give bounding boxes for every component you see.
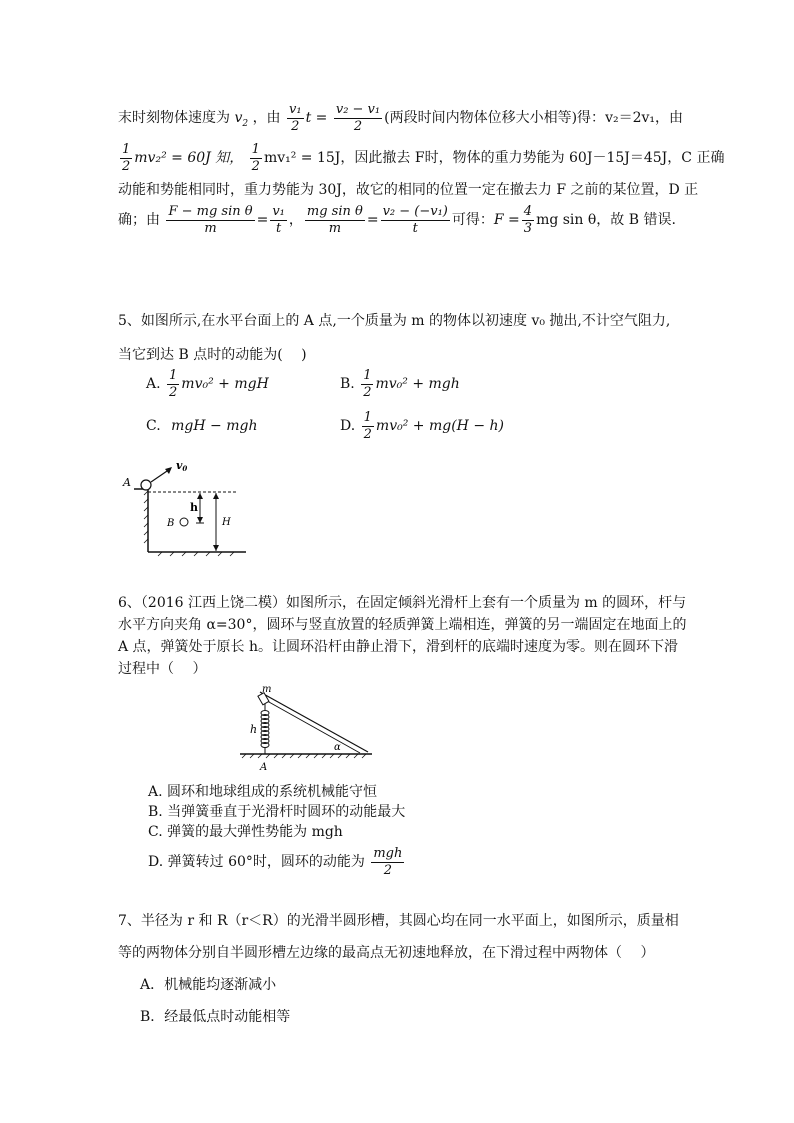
label-h: h [190, 501, 198, 514]
text: = [366, 212, 379, 228]
q6-line-4 [118, 658, 206, 680]
option-label: A. [146, 376, 161, 392]
fraction: $\frac{4}{3}$ [523, 203, 533, 236]
q5-option-d[interactable] [340, 408, 504, 444]
q7-option-a[interactable] [140, 974, 276, 996]
fraction: $\frac{1}{2}$ [363, 409, 372, 442]
q6-line-1 [118, 592, 686, 614]
q7-option-b[interactable] [140, 1006, 290, 1028]
q6-option-b[interactable] [148, 802, 405, 822]
text: mgH − mgh [171, 418, 258, 434]
q6-figure [236, 682, 376, 774]
text: ，由 [252, 110, 281, 126]
inclined-rod-edge [260, 697, 360, 753]
text: 可得： [451, 212, 494, 228]
arrow-head [165, 467, 172, 474]
q5-option-c[interactable] [146, 408, 257, 444]
q5-line-2 [118, 344, 307, 366]
text: 动能和势能相同时，重力势能为 30J，故它的相同的位置一定在撤去力 F 之前的某位置，D 正 [118, 182, 699, 198]
h-arrow-bottom [197, 517, 203, 523]
text: A．机械能均逐渐减小 [140, 977, 277, 993]
solution-line-2 [118, 140, 724, 176]
text: 等的两物体分别自半圆形槽左边缘的最高点无初速地释放，在下滑过程中两物体（ ） [118, 945, 655, 961]
text: mv₂² = 60J 知， [134, 150, 244, 166]
text: mg sin θ，故 B 错误. [536, 212, 676, 228]
solution-line-1 [118, 100, 683, 136]
label-m: m [262, 684, 272, 695]
text: D. 弹簧转过 60°时，圆环的动能为 [148, 854, 365, 870]
label-a: A [123, 476, 131, 489]
q6-line-2 [118, 614, 686, 636]
text: B. 当弹簧垂直于光滑杆时圆环的动能最大 [148, 804, 406, 820]
text: F = [493, 212, 520, 228]
q6-option-c[interactable] [148, 822, 343, 842]
hatching [144, 491, 234, 556]
q5-option-b[interactable] [340, 366, 460, 402]
text: 当它到达 B 点时的动能为( ) [118, 347, 307, 363]
text: mv₁² = 15J，因此撤去 F时，物体的重力势能为 60J－15J＝45J，C 正确 [263, 150, 725, 166]
fraction: $\frac{\text{mgh}}{2}$ [373, 845, 403, 878]
fraction: $\frac{1}{2}$ [169, 367, 178, 400]
text: mv₀² + mgH [181, 376, 269, 392]
fraction: $\frac{\text{v₂ − (−v₁)}}{t}$ [382, 203, 448, 236]
text: t = [305, 110, 328, 126]
v2-symbol: $v_2$ [234, 110, 249, 129]
label-a: A [260, 762, 268, 773]
q5-option-a[interactable] [146, 366, 269, 402]
q5-figure [118, 455, 258, 560]
ball-a [141, 480, 151, 490]
text: A 点，弹簧处于原长 h。让圆环沿杆由静止滑下，滑到杆的底端时速度为零。则在圆环下滑 [118, 639, 679, 655]
text: v₂＝2v₁，由 [605, 110, 684, 126]
text: 确；由 [118, 212, 160, 228]
text: 水平方向夹角 α=30°，圆环与竖直放置的轻质弹簧上端相连，弹簧的另一端固定在地面上的 [118, 617, 687, 633]
ball-b [180, 518, 188, 526]
fraction: $\frac{1}{2}$ [251, 141, 260, 174]
solution-line-3 [118, 180, 698, 200]
fraction: $\frac{\text{v₁}}{t}$ [272, 203, 285, 236]
q7-line-1 [118, 910, 679, 932]
inclined-rod [260, 692, 368, 752]
label-alpha: α [334, 742, 341, 753]
text: A. 圆环和地球组成的系统机械能守恒 [148, 784, 378, 800]
label-b: B [167, 518, 175, 529]
option-label: B. [340, 376, 355, 392]
text: (两段时间内物体位移大小相等)得： [384, 110, 606, 126]
text: B．经最低点时动能相等 [140, 1009, 291, 1025]
label-h: h [250, 723, 258, 736]
text: = [256, 212, 269, 228]
fraction: $\frac{\text{v₂ − v₁}}{2}$ [335, 101, 381, 134]
text: ， [288, 212, 303, 228]
fraction: $\frac{\text{mg sin θ}}{m}$ [306, 203, 363, 236]
text: C. 弹簧的最大弹性势能为 mgh [148, 824, 343, 840]
q6-option-d[interactable] [148, 844, 406, 880]
fraction: $\frac{1}{2}$ [122, 141, 131, 174]
big-h-arrow-top [213, 493, 219, 499]
option-label: D. [340, 418, 356, 434]
label-big-h: H [222, 517, 231, 528]
fraction: $\frac{\text{F − mg sin θ}}{m}$ [168, 203, 253, 236]
text: 5、如图所示,在水平台面上的 A 点,一个质量为 m 的物体以初速度 v₀ 抛出,不计空气阻力, [118, 313, 671, 329]
text: mv₀² + mgh [375, 376, 460, 392]
text: 7、半径为 r 和 R（r＜R）的光滑半圆形槽，其圆心均在同一水平面上，如图所示，质量相 [118, 913, 679, 929]
text: mv₀² + mg(H − h) [375, 418, 504, 434]
fraction: $\frac{1}{2}$ [363, 367, 372, 400]
option-label: C. [146, 418, 161, 434]
h-arrow-top [197, 493, 203, 499]
spring [261, 704, 269, 754]
q7-line-2 [118, 942, 654, 964]
fraction: $\frac{\text{v₁}}{2}$ [289, 101, 302, 134]
q6-option-a[interactable] [148, 782, 377, 802]
big-h-arrow-bottom [213, 545, 219, 551]
q5-line-1 [118, 310, 670, 332]
label-v0: v0 [176, 459, 188, 473]
text: 过程中（ ） [118, 661, 207, 677]
solution-line-4 [118, 200, 676, 240]
q6-line-3 [118, 636, 678, 658]
text: 末时刻物体速度为 [118, 110, 230, 126]
text: 6、（2016 江西上饶二模）如图所示，在固定倾斜光滑杆上套有一个质量为 m 的圆环，杆与 [118, 595, 687, 611]
